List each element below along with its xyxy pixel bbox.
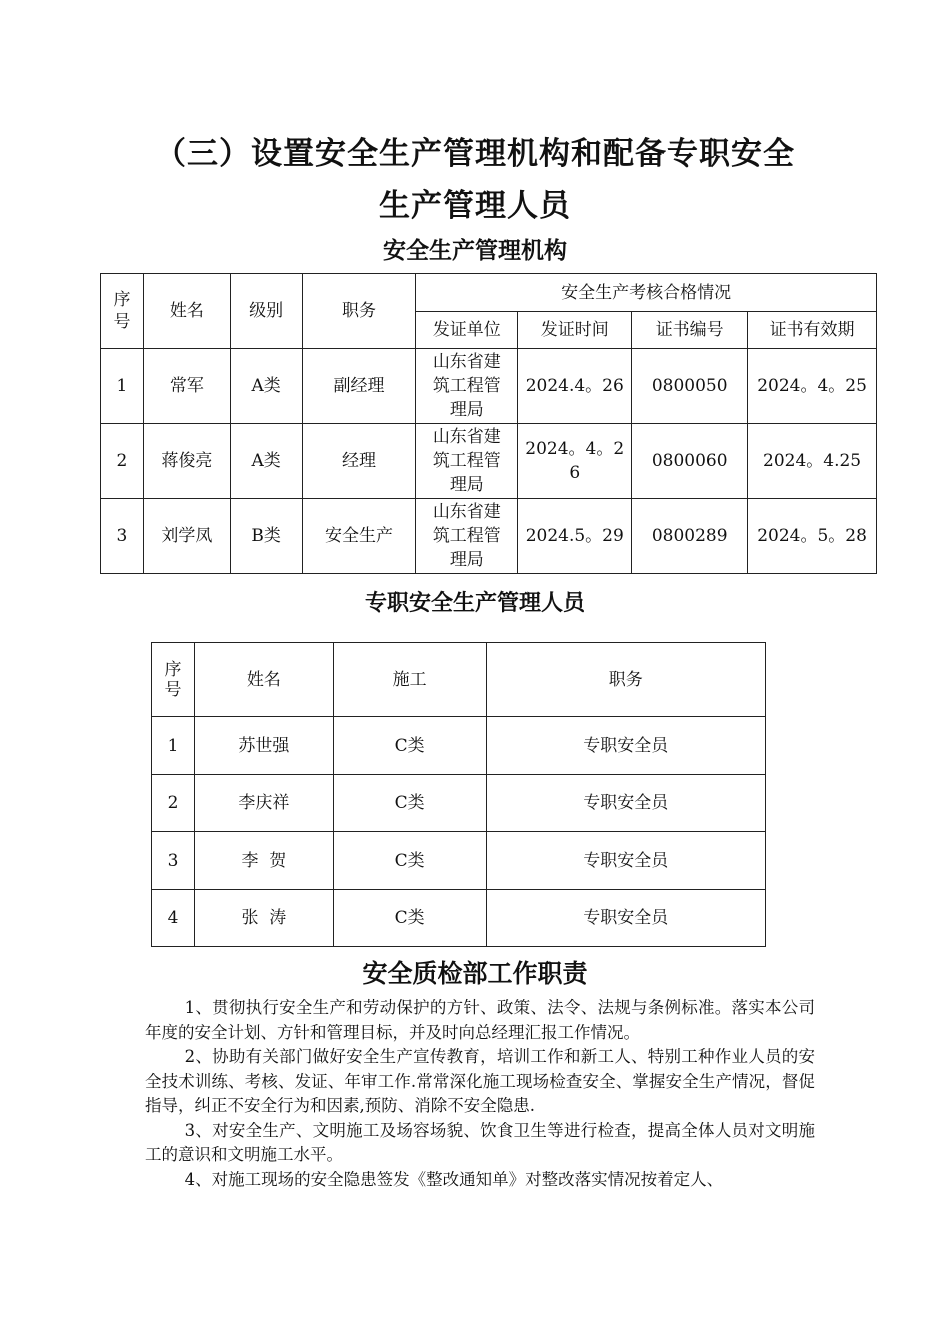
- duties-paragraphs: [145, 996, 815, 1192]
- row-level: A类: [230, 349, 302, 424]
- row-issue-date: 2024。4。26: [518, 424, 632, 499]
- row-issue-date: 2024.5。29: [518, 499, 632, 574]
- row-duty: 副经理: [302, 349, 416, 424]
- row-no: 3: [152, 832, 195, 890]
- page-title-line-1: （三）设置安全生产管理机构和配备专职安全: [155, 136, 795, 172]
- duty-paragraph-2: 2、协助有关部门做好安全生产宣传教育，培训工作和新工人、特别工种作业人员的安全技术训练、考核、发证、年审工作.常常深化施工现场检查安全、掌握安全生产情况，督促指导，纠正不安全行为和因素,预防、消除不安全隐患.: [145, 1047, 815, 1115]
- header-name: 姓名: [143, 274, 230, 349]
- row-level: A类: [230, 424, 302, 499]
- table-row: [152, 775, 766, 832]
- row-name: 刘学凤: [143, 499, 230, 574]
- row-construction: C类: [333, 890, 486, 947]
- row-duty: 专职安全员: [486, 717, 766, 775]
- row-name: 张 涛: [194, 890, 333, 947]
- duty-paragraph-4: 4、对施工现场的安全隐患签发《整改通知单》对整改落实情况按着定人、: [184, 1169, 724, 1189]
- row-no: 2: [101, 424, 144, 499]
- row-valid-until: 2024。4。25: [748, 349, 877, 424]
- table-row: [152, 890, 766, 947]
- row-valid-until: 2024。4.25: [748, 424, 877, 499]
- row-valid-until: 2024。5。28: [748, 499, 877, 574]
- section-title-safety-personnel: 专职安全生产管理人员: [364, 590, 585, 616]
- header-duty: 职务: [486, 643, 766, 717]
- row-issuer: 山东省建筑工程管理局: [416, 499, 518, 574]
- row-no: 1: [152, 717, 195, 775]
- row-construction: C类: [333, 832, 486, 890]
- subheader-issuer: 发证单位: [416, 312, 518, 349]
- table-row: [101, 349, 877, 424]
- row-no: 3: [101, 499, 144, 574]
- row-name: 蒋俊亮: [143, 424, 230, 499]
- row-duty: 安全生产: [302, 499, 416, 574]
- header-name: 姓名: [194, 643, 333, 717]
- row-duty: 专职安全员: [486, 775, 766, 832]
- row-name: 李 贺: [194, 832, 333, 890]
- row-cert-no: 0800050: [632, 349, 748, 424]
- subheader-cert-no: 证书编号: [632, 312, 748, 349]
- row-issuer: 山东省建筑工程管理局: [416, 424, 518, 499]
- safety-organization-table: [100, 273, 877, 574]
- duty-paragraph-1: 1、贯彻执行安全生产和劳动保护的方针、政策、法令、法规与条例标准。落实本公司年度的安全计划、方针和管理目标，并及时向总经理汇报工作情况。: [145, 998, 815, 1042]
- page-title-line-2: 生产管理人员: [379, 188, 571, 224]
- row-name: 李庆祥: [194, 775, 333, 832]
- row-no: 1: [101, 349, 144, 424]
- section-title-safety-organization: 安全生产管理机构: [383, 238, 567, 264]
- header-no: 序号: [152, 643, 195, 717]
- header-construction: 施工: [333, 643, 486, 717]
- row-level: B类: [230, 499, 302, 574]
- row-cert-no: 0800060: [632, 424, 748, 499]
- subheader-issue-date: 发证时间: [518, 312, 632, 349]
- row-issuer: 山东省建筑工程管理局: [416, 349, 518, 424]
- row-no: 4: [152, 890, 195, 947]
- duty-paragraph-3: 3、对安全生产、文明施工及场容场貌、饮食卫生等进行检查，提高全体人员对文明施工的意识和文明施工水平。: [145, 1120, 815, 1164]
- table-row: [152, 717, 766, 775]
- section-title-duties: 安全质检部工作职责: [362, 959, 588, 988]
- row-name: 常军: [143, 349, 230, 424]
- row-duty: 专职安全员: [486, 890, 766, 947]
- row-duty: 专职安全员: [486, 832, 766, 890]
- header-level: 级别: [230, 274, 302, 349]
- table-row: [101, 499, 877, 574]
- row-issue-date: 2024.4。26: [518, 349, 632, 424]
- row-construction: C类: [333, 775, 486, 832]
- row-construction: C类: [333, 717, 486, 775]
- row-no: 2: [152, 775, 195, 832]
- table-row: [101, 424, 877, 499]
- subheader-valid-until: 证书有效期: [748, 312, 877, 349]
- table-row: [152, 832, 766, 890]
- row-cert-no: 0800289: [632, 499, 748, 574]
- header-assessment-group: 安全生产考核合格情况: [416, 274, 877, 312]
- row-name: 苏世强: [194, 717, 333, 775]
- row-duty: 经理: [302, 424, 416, 499]
- safety-personnel-table: [151, 642, 766, 947]
- header-duty: 职务: [302, 274, 416, 349]
- header-no: 序号: [101, 274, 144, 349]
